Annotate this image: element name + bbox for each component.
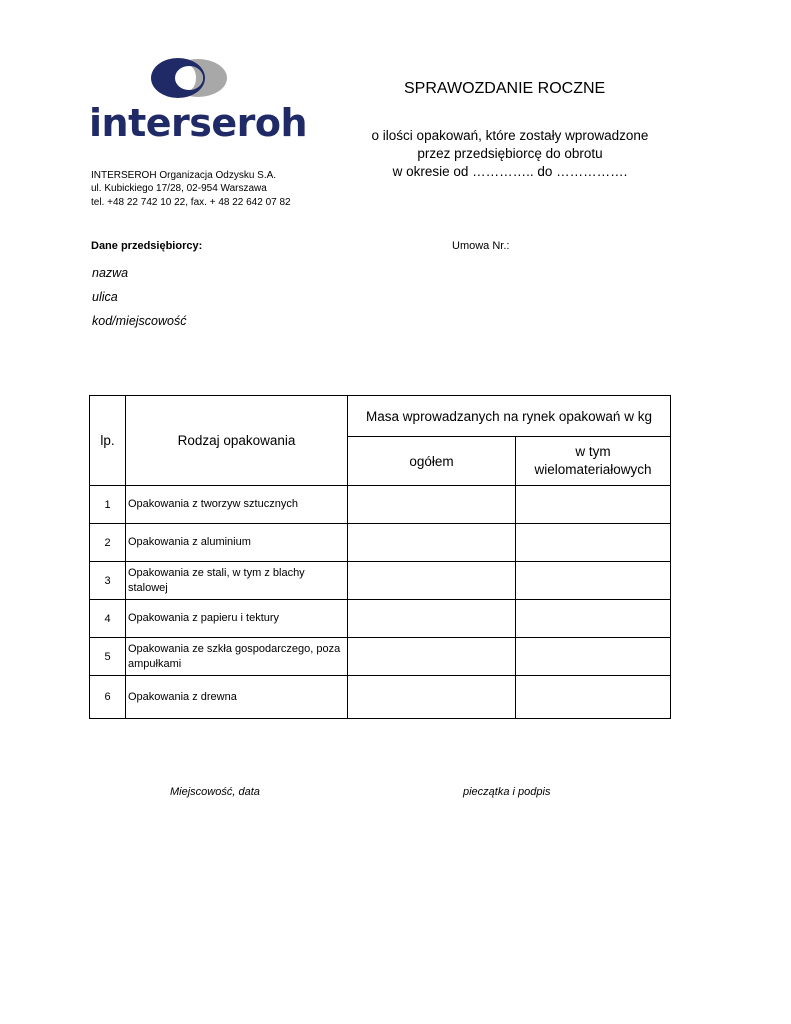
- packaging-type: Opakowania z drewna: [126, 676, 348, 719]
- table-row: [90, 486, 671, 524]
- total-mass-cell[interactable]: [348, 676, 516, 719]
- company-street-field[interactable]: ulica: [92, 290, 118, 304]
- company-name: INTERSEROH Organizacja Odzysku S.A.: [91, 170, 277, 181]
- row-number: 1: [90, 486, 126, 524]
- row-number: 2: [90, 524, 126, 562]
- multimaterial-mass-cell[interactable]: [516, 676, 671, 719]
- contract-number-label: Umowa Nr.:: [452, 240, 510, 252]
- multimaterial-mass-cell[interactable]: [516, 638, 671, 676]
- company-name-field[interactable]: nazwa: [92, 266, 129, 280]
- interseroh-logo-icon: [150, 56, 228, 100]
- table-row: [90, 600, 671, 638]
- multimaterial-mass-cell[interactable]: [516, 486, 671, 524]
- multimaterial-mass-cell[interactable]: [516, 600, 671, 638]
- company-contact: tel. +48 22 742 10 22, fax. + 48 22 642 07 82: [91, 197, 291, 208]
- report-subtitle-line: o ilości opakowań, które zostały wprowadzone: [371, 128, 649, 143]
- packaging-report-table: [89, 395, 671, 719]
- header-multimaterial: w tym wielomateriałowych: [516, 437, 671, 486]
- header-total: ogółem: [348, 437, 516, 486]
- row-number: 3: [90, 562, 126, 600]
- total-mass-cell[interactable]: [348, 486, 516, 524]
- total-mass-cell[interactable]: [348, 638, 516, 676]
- company-data-label: Dane przedsiębiorcy:: [91, 240, 203, 252]
- place-date-field[interactable]: Miejscowość, data: [170, 786, 260, 798]
- total-mass-cell[interactable]: [348, 524, 516, 562]
- report-subtitle-line: przez przedsiębiorcę do obrotu: [417, 146, 603, 161]
- table-row: [90, 524, 671, 562]
- report-period-field[interactable]: w okresie od ………….. do …………….: [392, 164, 628, 179]
- report-title: SPRAWOZDANIE ROCZNE: [404, 80, 606, 97]
- header-mass: Masa wprowadzanych na rynek opakowań w kg: [348, 396, 671, 437]
- company-city-field[interactable]: kod/miejscowość: [92, 314, 187, 328]
- row-number: 4: [90, 600, 126, 638]
- header-packaging-type: Rodzaj opakowania: [126, 396, 348, 486]
- logo-wordmark: interseroh: [89, 101, 308, 145]
- packaging-type: Opakowania ze szkła gospodarczego, poza ampułkami: [126, 638, 348, 676]
- table-row: [90, 676, 671, 719]
- company-address: ul. Kubickiego 17/28, 02-954 Warszawa: [91, 183, 267, 194]
- row-number: 6: [90, 676, 126, 719]
- multimaterial-mass-cell[interactable]: [516, 524, 671, 562]
- packaging-type: Opakowania ze stali, w tym z blachy stalowej: [126, 562, 348, 600]
- stamp-signature-field[interactable]: pieczątka i podpis: [463, 786, 551, 798]
- total-mass-cell[interactable]: [348, 562, 516, 600]
- header-lp: lp.: [90, 396, 126, 486]
- packaging-type: Opakowania z papieru i tektury: [126, 600, 348, 638]
- table-row: [90, 638, 671, 676]
- total-mass-cell[interactable]: [348, 600, 516, 638]
- packaging-type: Opakowania z aluminium: [126, 524, 348, 562]
- table-row: [90, 562, 671, 600]
- row-number: 5: [90, 638, 126, 676]
- multimaterial-mass-cell[interactable]: [516, 562, 671, 600]
- packaging-type: Opakowania z tworzyw sztucznych: [126, 486, 348, 524]
